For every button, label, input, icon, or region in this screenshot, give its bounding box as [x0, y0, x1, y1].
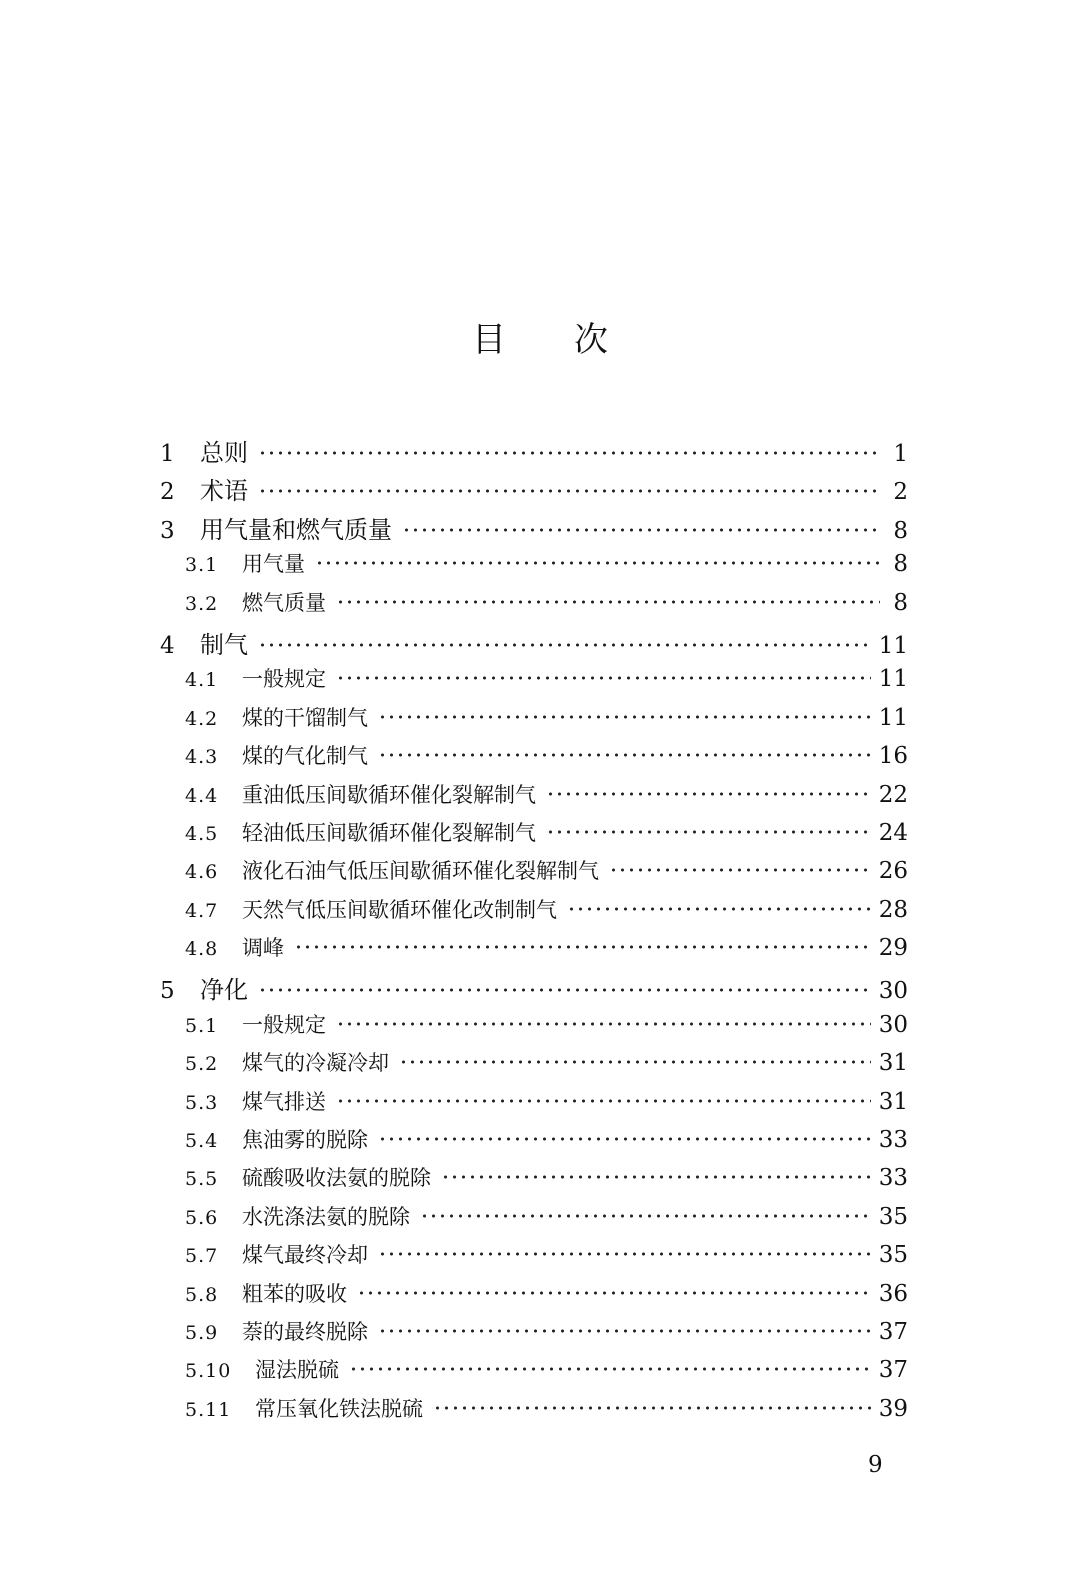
- toc-entry[interactable]: [160, 1009, 908, 1047]
- toc-entry-label: 煤气最终冷却: [242, 1243, 368, 1268]
- toc-entry-page: 29: [878, 935, 908, 962]
- toc-entry[interactable]: [160, 663, 908, 701]
- toc-entry-number: 5.3: [185, 1091, 219, 1114]
- toc-entry-page: 16: [878, 743, 908, 770]
- toc-entry[interactable]: [160, 970, 908, 1008]
- toc-entry-number: 5.6: [185, 1206, 219, 1229]
- dot-leader: [378, 1136, 871, 1142]
- toc-entry-label: 轻油低压间歇循环催化裂解制气: [242, 820, 536, 845]
- toc-entry-label: 粗苯的吸收: [242, 1281, 347, 1306]
- dot-leader: [420, 1213, 871, 1219]
- toc-entry-page: 26: [878, 858, 908, 885]
- toc-entry-label: 术语: [200, 477, 248, 506]
- toc-entry-number: 5: [160, 978, 175, 1005]
- dot-leader: [258, 488, 880, 494]
- toc-entry-number: 4.2: [185, 707, 219, 730]
- toc-entry-page: 22: [878, 781, 908, 808]
- toc-entry-page: 36: [878, 1280, 908, 1307]
- toc-entry-label: 煤气排送: [242, 1089, 326, 1114]
- toc-entry-number: 4.6: [185, 861, 219, 884]
- page-number: 9: [868, 1452, 883, 1478]
- toc-entry-label: 用气量和燃气质量: [200, 515, 392, 544]
- toc-entry-label: 一般规定: [242, 1012, 326, 1037]
- toc-entry-label: 水洗涤法氨的脱除: [242, 1204, 410, 1229]
- dot-leader: [258, 642, 871, 648]
- toc-entry[interactable]: [160, 817, 908, 855]
- toc-entry[interactable]: [160, 1124, 908, 1162]
- dot-leader: [546, 791, 871, 797]
- toc-entry-page: 8: [893, 589, 908, 616]
- dot-leader: [378, 1251, 871, 1257]
- toc-entry[interactable]: [160, 1047, 908, 1085]
- page-title: [0, 312, 1080, 361]
- toc-entry-page: 31: [878, 1050, 908, 1077]
- dot-leader: [336, 599, 880, 605]
- toc-entry-page: 11: [878, 632, 908, 659]
- toc-entry-number: 3: [160, 517, 175, 544]
- toc-entry[interactable]: [160, 894, 908, 932]
- toc-entry-number: 5.5: [185, 1168, 219, 1191]
- dot-leader: [378, 1328, 871, 1334]
- toc-entry-label: 萘的最终脱除: [242, 1319, 368, 1344]
- toc-entry[interactable]: [160, 625, 908, 663]
- dot-leader: [546, 829, 871, 835]
- toc-entry-label: 燃气质量: [242, 590, 326, 615]
- dot-leader: [402, 527, 880, 533]
- toc-entry-number: 5.9: [185, 1321, 219, 1344]
- dot-leader: [378, 752, 871, 758]
- dot-leader: [336, 675, 871, 681]
- dot-leader: [258, 987, 871, 993]
- toc-entry-number: 1: [160, 441, 175, 467]
- toc-entry-label: 液化石油气低压间歇循环催化裂解制气: [242, 859, 599, 884]
- toc-entry-page: 11: [878, 704, 908, 731]
- toc-entry-label: 重油低压间歇循环催化裂解制气: [242, 782, 536, 807]
- toc-entry-number: 5.7: [185, 1245, 219, 1268]
- toc-entry-label: 硫酸吸收法氨的脱除: [242, 1166, 431, 1191]
- toc-entry-label: 煤的干馏制气: [242, 705, 368, 730]
- dot-leader: [315, 560, 880, 566]
- toc-entry-number: 4.3: [185, 746, 219, 769]
- toc-entry-label: 用气量: [242, 552, 305, 577]
- toc-entry-page: 2: [893, 479, 908, 506]
- dot-leader: [441, 1174, 871, 1180]
- toc-entry-page: 31: [878, 1088, 908, 1115]
- toc-entry-page: 30: [878, 978, 908, 1005]
- toc-entry-number: 4.7: [185, 899, 219, 922]
- toc-entry-number: 5.4: [185, 1130, 219, 1153]
- toc-entry-label: 一般规定: [242, 667, 326, 692]
- toc-entry-number: 2: [160, 479, 175, 506]
- toc-entry-number: 5.10: [185, 1360, 232, 1383]
- dot-leader: [294, 944, 871, 950]
- dot-leader: [336, 1098, 871, 1104]
- toc-entry-number: 4.8: [185, 938, 219, 961]
- toc-entry[interactable]: [160, 1201, 908, 1239]
- toc-entry-label: 制气: [200, 630, 248, 659]
- toc-entry-page: 8: [893, 551, 908, 578]
- toc-entry[interactable]: [160, 1278, 908, 1316]
- toc-entry[interactable]: [160, 1316, 908, 1354]
- title-char-2: 次: [574, 320, 608, 360]
- toc-entry[interactable]: [160, 1354, 908, 1392]
- toc-entry-page: 33: [878, 1127, 908, 1154]
- dot-leader: [609, 867, 871, 873]
- toc-entry-number: 5.1: [185, 1014, 219, 1037]
- toc-entry-number: 5.2: [185, 1053, 219, 1076]
- toc-entry-page: 1: [893, 441, 908, 467]
- toc-entry-page: 37: [878, 1318, 908, 1345]
- toc-entry[interactable]: [160, 510, 908, 548]
- toc-entry[interactable]: [160, 433, 908, 471]
- table-of-contents: [160, 433, 908, 1431]
- toc-entry-label: 湿法脱硫: [255, 1358, 339, 1383]
- toc-entry[interactable]: [160, 587, 908, 625]
- toc-entry-page: 28: [878, 896, 908, 923]
- toc-entry-label: 总则: [200, 439, 248, 467]
- toc-entry-page: 33: [878, 1165, 908, 1192]
- toc-entry-label: 煤气的冷凝冷却: [242, 1051, 389, 1076]
- toc-entry-number: 4.4: [185, 784, 219, 807]
- toc-entry[interactable]: [160, 1086, 908, 1124]
- toc-entry[interactable]: [160, 702, 908, 740]
- title-char-1: 目: [472, 320, 506, 360]
- dot-leader: [567, 906, 871, 912]
- toc-entry-label: 调峰: [242, 936, 284, 961]
- dot-leader: [349, 1366, 871, 1372]
- toc-entry-label: 净化: [200, 976, 248, 1005]
- dot-leader: [336, 1021, 871, 1027]
- toc-entry-label: 常压氧化铁法脱硫: [255, 1396, 423, 1421]
- toc-entry-page: 35: [878, 1242, 908, 1269]
- toc-entry-label: 天然气低压间歇循环催化改制制气: [242, 897, 557, 922]
- toc-entry[interactable]: [160, 932, 908, 970]
- toc-entry-number: 3.2: [185, 592, 219, 615]
- toc-entry-number: 4.1: [185, 669, 219, 692]
- toc-entry-page: 11: [878, 666, 908, 693]
- toc-entry[interactable]: [160, 471, 908, 509]
- toc-entry-page: 39: [878, 1395, 908, 1422]
- toc-entry-page: 30: [878, 1011, 908, 1038]
- toc-entry[interactable]: [160, 855, 908, 893]
- toc-entry-number: 5.8: [185, 1283, 219, 1306]
- dot-leader: [433, 1405, 871, 1411]
- dot-leader: [399, 1059, 871, 1065]
- toc-entry[interactable]: [160, 548, 908, 586]
- toc-entry[interactable]: [160, 1239, 908, 1277]
- toc-entry-page: 24: [878, 819, 908, 846]
- toc-entry-page: 8: [893, 517, 908, 544]
- toc-entry[interactable]: [160, 1393, 908, 1431]
- toc-entry-number: 4: [160, 632, 175, 659]
- dot-leader: [378, 714, 871, 720]
- toc-entry-label: 焦油雾的脱除: [242, 1128, 368, 1153]
- toc-entry-label: 煤的气化制气: [242, 744, 368, 769]
- toc-entry[interactable]: [160, 740, 908, 778]
- toc-entry-number: 4.5: [185, 822, 219, 845]
- dot-leader: [357, 1290, 871, 1296]
- toc-entry-page: 35: [878, 1203, 908, 1230]
- dot-leader: [258, 450, 880, 456]
- toc-entry[interactable]: [160, 1162, 908, 1200]
- toc-entry-number: 3.1: [185, 554, 219, 577]
- toc-entry-number: 5.11: [185, 1398, 232, 1421]
- toc-entry-page: 37: [878, 1357, 908, 1384]
- toc-entry[interactable]: [160, 779, 908, 817]
